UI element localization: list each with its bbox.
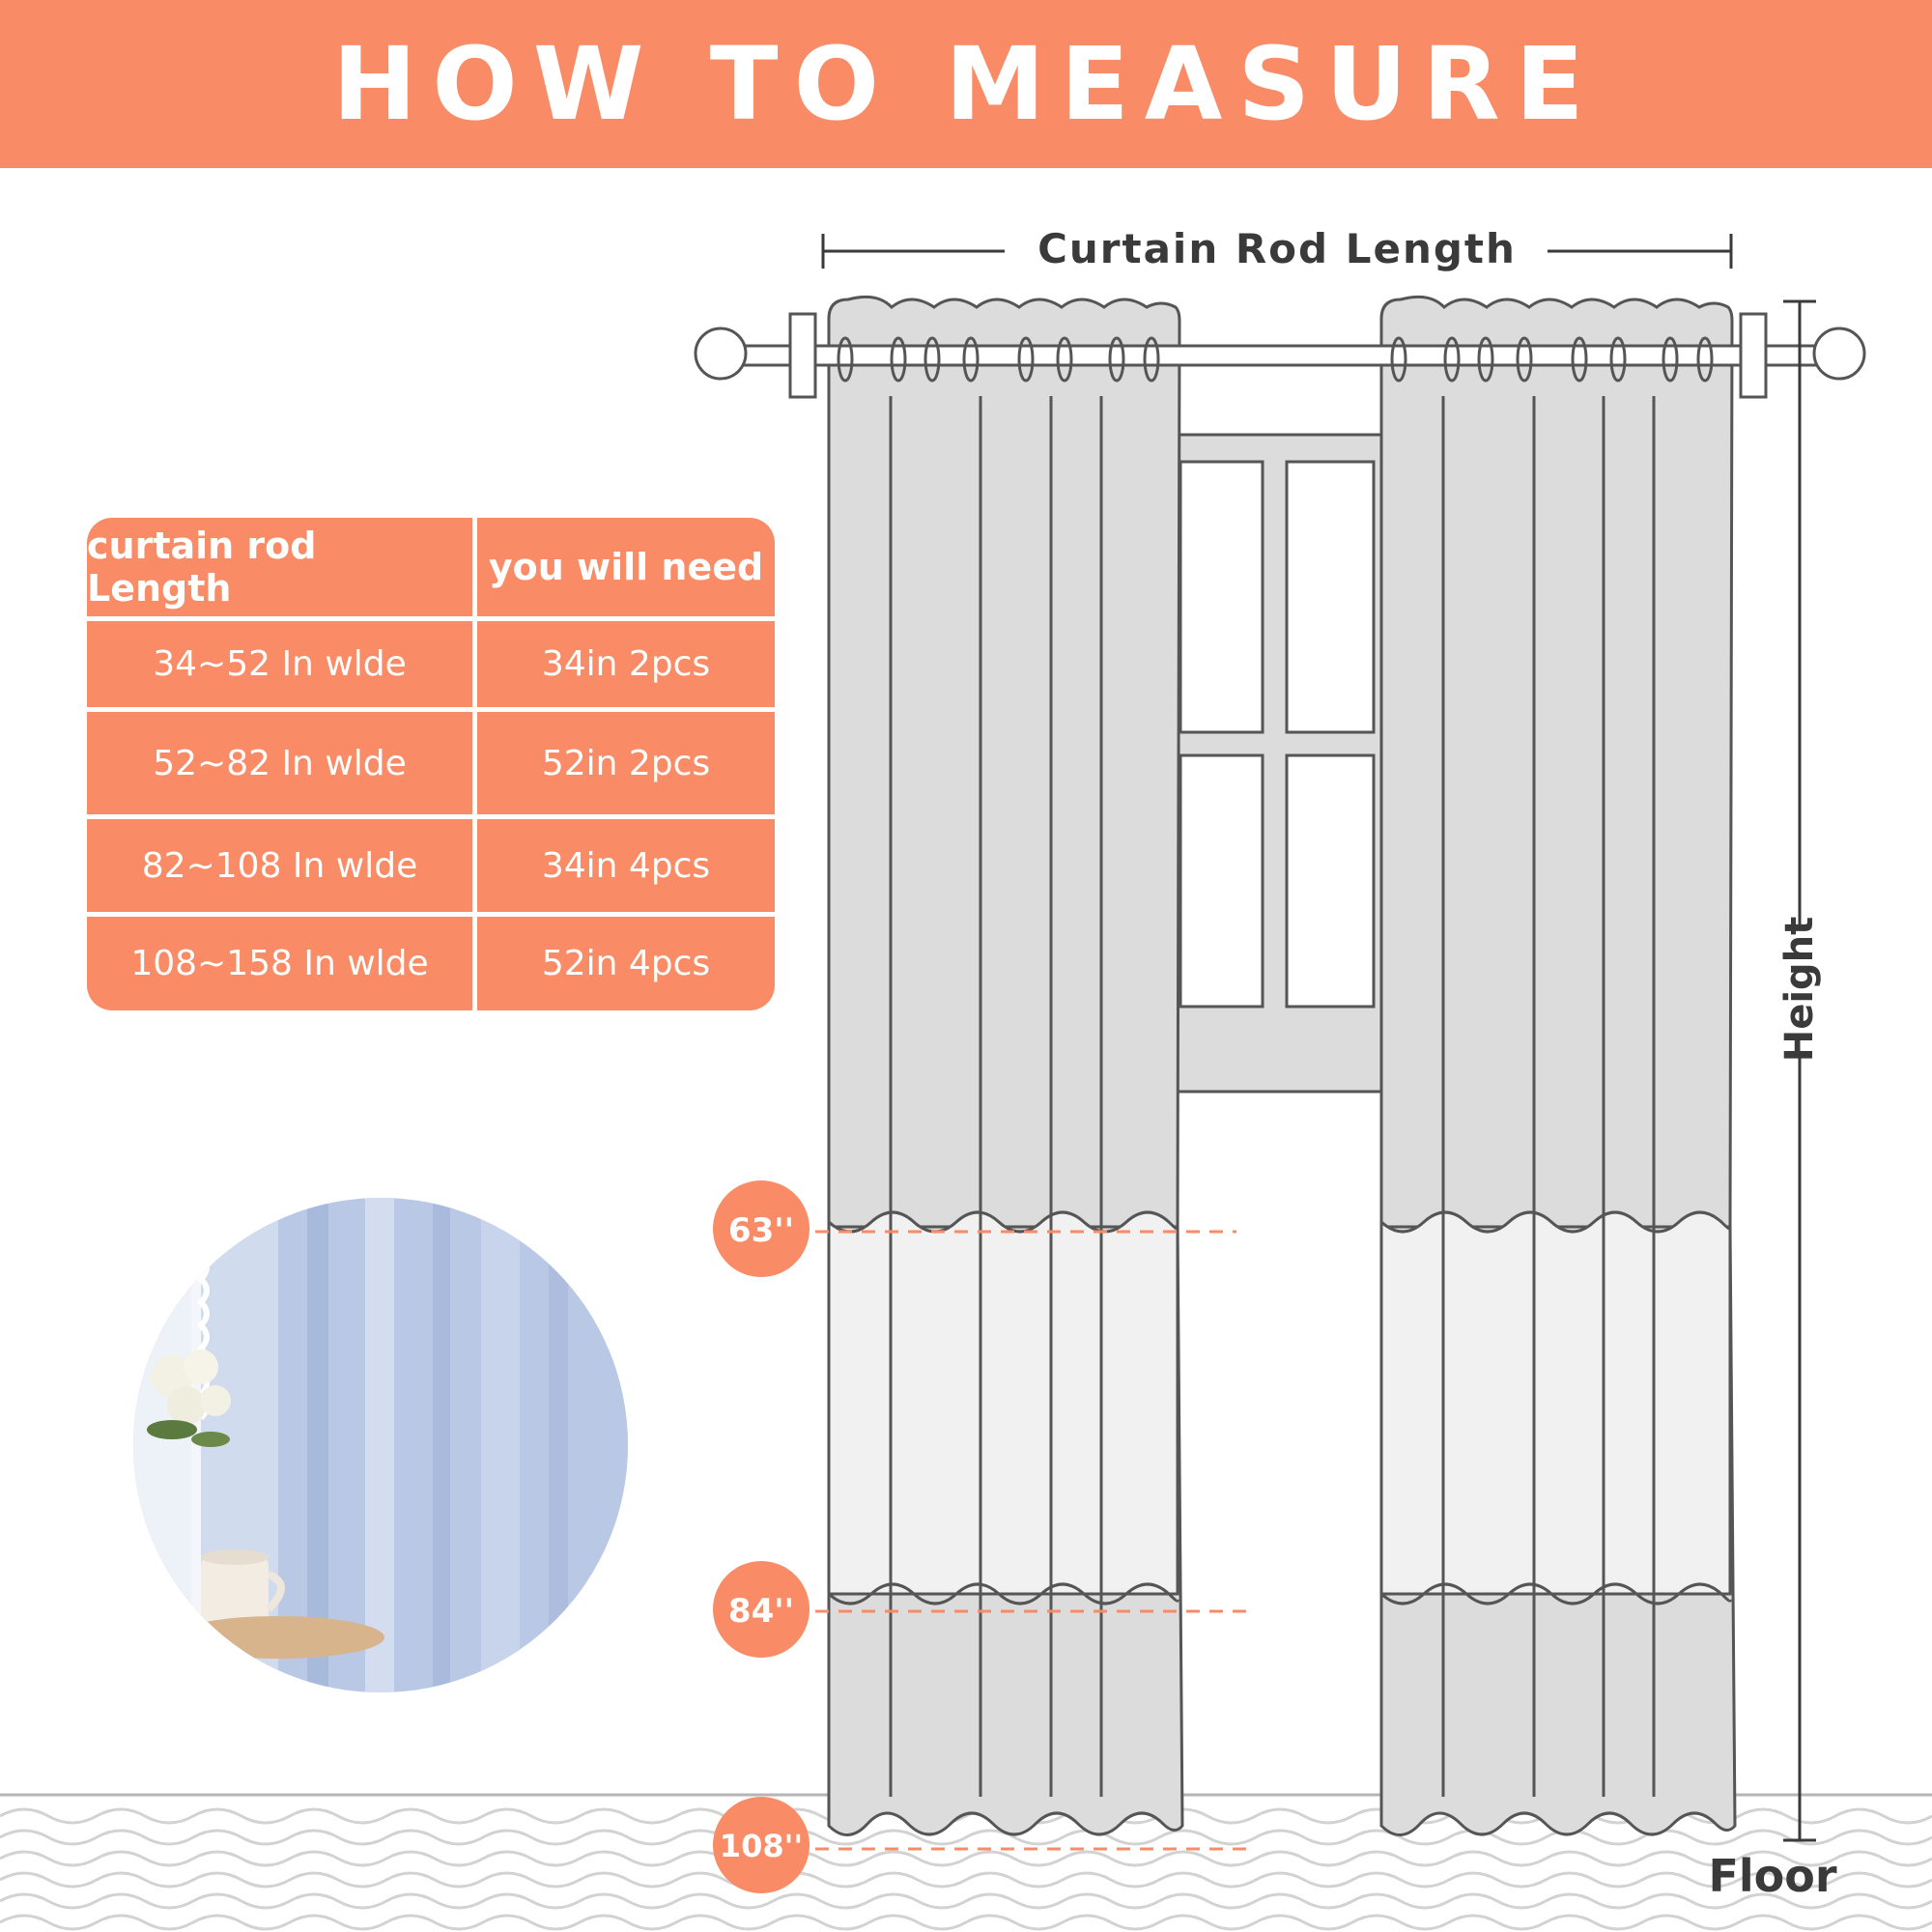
height-dimension bbox=[1777, 301, 1822, 1840]
rod-length-label: Curtain Rod Length bbox=[1037, 225, 1517, 272]
table-cell-need: 52in 4pcs bbox=[541, 944, 711, 983]
floor-label: Floor bbox=[1708, 1850, 1837, 1902]
table-cell-need: 52in 2pcs bbox=[541, 743, 711, 783]
table-cell-range: 52~82 In wlde bbox=[87, 712, 477, 814]
table-cell-range: 82~108 In wlde bbox=[87, 819, 477, 912]
table-cell-range: 34~52 In wlde bbox=[87, 621, 477, 707]
marker-84-label: 84'' bbox=[727, 1592, 795, 1631]
table-header-rod-length: curtain rod Length bbox=[87, 518, 477, 616]
marker-108-label: 108'' bbox=[719, 1828, 804, 1864]
rod-length-dimension bbox=[823, 225, 1731, 272]
table-cell-need: 34in 2pcs bbox=[541, 644, 711, 684]
table-cell-range: 108~158 In wlde bbox=[87, 917, 477, 1010]
table-cell-need: 34in 4pcs bbox=[541, 845, 711, 886]
height-label: Height bbox=[1777, 916, 1822, 1063]
page-title: HOW TO MEASURE bbox=[332, 25, 1600, 143]
left-curtain-panel bbox=[829, 297, 1182, 1834]
marker-63-label: 63'' bbox=[727, 1211, 795, 1250]
table-header-need: you will need bbox=[488, 546, 764, 588]
right-curtain-panel bbox=[1381, 297, 1735, 1834]
window bbox=[1174, 435, 1381, 1092]
